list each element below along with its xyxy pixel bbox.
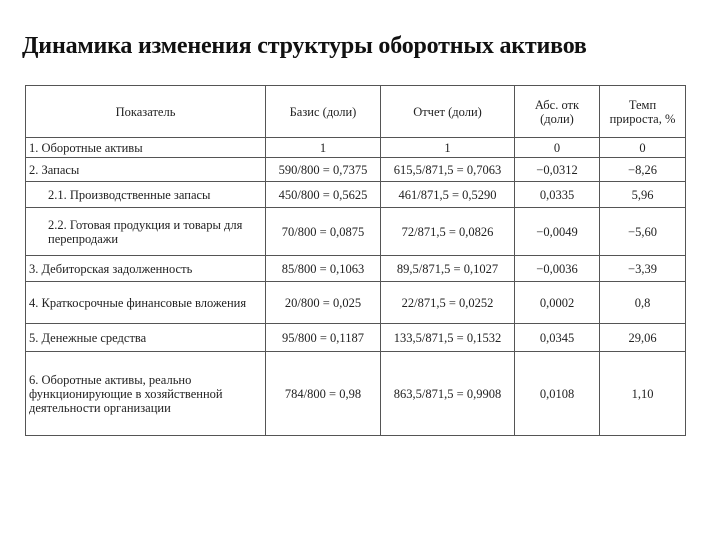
- cell-report: 1: [381, 138, 515, 158]
- row-label: 5. Денежные средства: [26, 324, 266, 352]
- col-header-abs: Абс. отк (доли): [515, 86, 600, 138]
- cell-abs: 0,0002: [515, 282, 600, 324]
- cell-abs: −0,0049: [515, 208, 600, 256]
- col-header-rate: Темп прироста, %: [600, 86, 686, 138]
- row-label: 1. Оборотные активы: [26, 138, 266, 158]
- cell-abs: 0: [515, 138, 600, 158]
- cell-base: 95/800 = 0,1187: [266, 324, 381, 352]
- row-label: 6. Оборотные активы, реально функционирующие в хозяйственной деятельности организации: [26, 352, 266, 436]
- cell-rate: −3,39: [600, 256, 686, 282]
- cell-report: 89,5/871,5 = 0,1027: [381, 256, 515, 282]
- cell-report: 22/871,5 = 0,0252: [381, 282, 515, 324]
- table-row: [26, 138, 686, 158]
- cell-abs: −0,0036: [515, 256, 600, 282]
- col-header-base: Базис (доли): [266, 86, 381, 138]
- cell-base: 784/800 = 0,98: [266, 352, 381, 436]
- row-label: 3. Дебиторская задолженность: [26, 256, 266, 282]
- cell-rate: 1,10: [600, 352, 686, 436]
- cell-report: 133,5/871,5 = 0,1532: [381, 324, 515, 352]
- cell-report: 72/871,5 = 0,0826: [381, 208, 515, 256]
- row-label: 2.1. Производственные запасы: [26, 182, 266, 208]
- cell-rate: 0,8: [600, 282, 686, 324]
- cell-rate: 29,06: [600, 324, 686, 352]
- structure-table: [25, 85, 686, 436]
- header-row: [26, 86, 686, 138]
- cell-rate: 5,96: [600, 182, 686, 208]
- cell-base: 85/800 = 0,1063: [266, 256, 381, 282]
- cell-rate: −5,60: [600, 208, 686, 256]
- cell-abs: 0,0108: [515, 352, 600, 436]
- table-row: [26, 256, 686, 282]
- cell-base: 70/800 = 0,0875: [266, 208, 381, 256]
- cell-base: 1: [266, 138, 381, 158]
- page-title: Динамика изменения структуры оборотных активов: [22, 33, 587, 59]
- col-header-report: Отчет (доли): [381, 86, 515, 138]
- cell-base: 450/800 = 0,5625: [266, 182, 381, 208]
- cell-abs: −0,0312: [515, 158, 600, 182]
- row-label: 2.2. Готовая продукция и товары для перепродажи: [26, 208, 266, 256]
- cell-rate: 0: [600, 138, 686, 158]
- cell-abs: 0,0335: [515, 182, 600, 208]
- cell-rate: −8,26: [600, 158, 686, 182]
- table-row: [26, 282, 686, 324]
- cell-report: 615,5/871,5 = 0,7063: [381, 158, 515, 182]
- cell-base: 20/800 = 0,025: [266, 282, 381, 324]
- row-label: 2. Запасы: [26, 158, 266, 182]
- table-row: [26, 324, 686, 352]
- table-row: [26, 182, 686, 208]
- table-row: [26, 352, 686, 436]
- col-header-indicator: Показатель: [26, 86, 266, 138]
- table-row: [26, 208, 686, 256]
- cell-report: 863,5/871,5 = 0,9908: [381, 352, 515, 436]
- row-label: 4. Краткосрочные финансовые вложения: [26, 282, 266, 324]
- table-row: [26, 158, 686, 182]
- cell-report: 461/871,5 = 0,5290: [381, 182, 515, 208]
- cell-abs: 0,0345: [515, 324, 600, 352]
- cell-base: 590/800 = 0,7375: [266, 158, 381, 182]
